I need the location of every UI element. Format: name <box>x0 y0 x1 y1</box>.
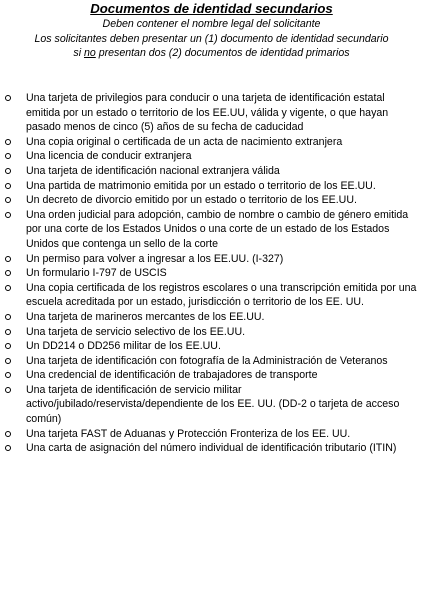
list-item <box>0 179 423 194</box>
list-item-text: Una tarjeta de servicio selectivo de los EE.UU. <box>26 325 246 338</box>
list-item-text: Una carta de asignación del número individual de identificación tributario (ITIN) <box>26 442 397 455</box>
secondary-documents-list <box>0 91 423 456</box>
list-item <box>0 91 423 135</box>
list-item <box>0 354 423 369</box>
list-item <box>0 149 423 164</box>
list-item-text: Un permiso para volver a ingresar a los EE.UU. (I-327) <box>26 252 284 265</box>
circle-bullet-icon <box>5 256 11 262</box>
list-item <box>0 310 423 325</box>
list-item <box>0 281 423 310</box>
list-item-text: Una tarjeta de identificación con fotografía de la Administración de Veteranos <box>26 354 388 367</box>
document-header <box>0 1 423 61</box>
list-item <box>0 383 423 427</box>
list-item-text: Una tarjeta FAST de Aduanas y Protección Fronteriza de los EE. UU. <box>26 427 351 440</box>
list-item-text: Una tarjeta de identificación nacional extranjera válida <box>26 164 280 177</box>
list-item <box>0 325 423 340</box>
circle-bullet-icon <box>5 270 11 276</box>
circle-bullet-icon <box>5 314 11 320</box>
list-item-text: Un formulario I-797 de USCIS <box>26 267 167 280</box>
circle-bullet-icon <box>5 95 11 101</box>
circle-bullet-icon <box>5 153 11 159</box>
circle-bullet-icon <box>5 445 11 451</box>
subtitle-line-1: Deben contener el nombre legal del solicitante <box>102 18 321 30</box>
circle-bullet-icon <box>5 285 11 291</box>
list-item-text: Una tarjeta de marineros mercantes de los EE.UU. <box>26 310 265 323</box>
list-item-text: Una orden judicial para adopción, cambio de nombre o cambio de género emitida por una corte de los Estados Unidos o una corte de un estado de los Estados Unidos que contenga un sello de la corte <box>26 208 409 250</box>
subtitle-line-3-pre: si <box>73 47 84 59</box>
list-item <box>0 368 423 383</box>
list-item-text: Una tarjeta de privilegios para conducir o una tarjeta de identificación estatal emitida por un estado o territorio de los EE.UU, válida y vigente, o que hayan pasado menos de cinco (5) años de su fecha de caducidad <box>26 92 389 134</box>
list-item <box>0 193 423 208</box>
circle-bullet-icon <box>5 183 11 189</box>
circle-bullet-icon <box>5 329 11 335</box>
subtitle-line-2: Los solicitantes deben presentar un (1) documento de identidad secundario <box>34 32 389 45</box>
list-item-text: Una copia original o certificada de un acta de nacimiento extranjera <box>26 135 343 148</box>
list-item <box>0 266 423 281</box>
circle-bullet-icon <box>5 212 11 218</box>
list-item-text: Una licencia de conducir extranjera <box>26 150 192 163</box>
circle-bullet-icon <box>5 139 11 145</box>
list-item-text: Un DD214 o DD256 militar de los EE.UU. <box>26 340 221 353</box>
list-item-text: Una partida de matrimonio emitida por un estado o territorio de los EE.UU. <box>26 179 376 192</box>
list-item <box>0 441 423 456</box>
circle-bullet-icon <box>5 197 11 203</box>
list-item-text: Una copia certificada de los registros escolares o una transcripción emitida por una escuela acreditada por un estado, jurisdicción o territorio de los EE. UU. <box>26 281 417 309</box>
list-item-text: Una tarjeta de identificación de servicio militar activo/jubilado/reservista/dependiente de los EE. UU. (DD-2 o tarjeta de acceso común) <box>26 383 400 426</box>
list-item <box>0 208 423 252</box>
subtitle-line-3-post: presentan dos (2) documentos de identidad primarios <box>95 47 350 59</box>
list-item <box>0 427 423 442</box>
subtitle-line-3-emphasis: no <box>83 47 96 59</box>
circle-bullet-icon <box>5 358 11 364</box>
list-item <box>0 135 423 150</box>
circle-bullet-icon <box>5 431 11 437</box>
circle-bullet-icon <box>5 343 11 349</box>
list-item-text: Una credencial de identificación de trabajadores de transporte <box>26 369 318 382</box>
list-item <box>0 252 423 267</box>
list-item <box>0 164 423 179</box>
circle-bullet-icon <box>5 372 11 378</box>
list-item-text: Un decreto de divorcio emitido por un estado o territorio de los EE.UU. <box>26 194 357 207</box>
subtitle-line-3 <box>0 46 423 61</box>
circle-bullet-icon <box>5 387 11 393</box>
document-title: Documentos de identidad secundarios <box>90 1 333 16</box>
list-item <box>0 339 423 354</box>
circle-bullet-icon <box>5 168 11 174</box>
